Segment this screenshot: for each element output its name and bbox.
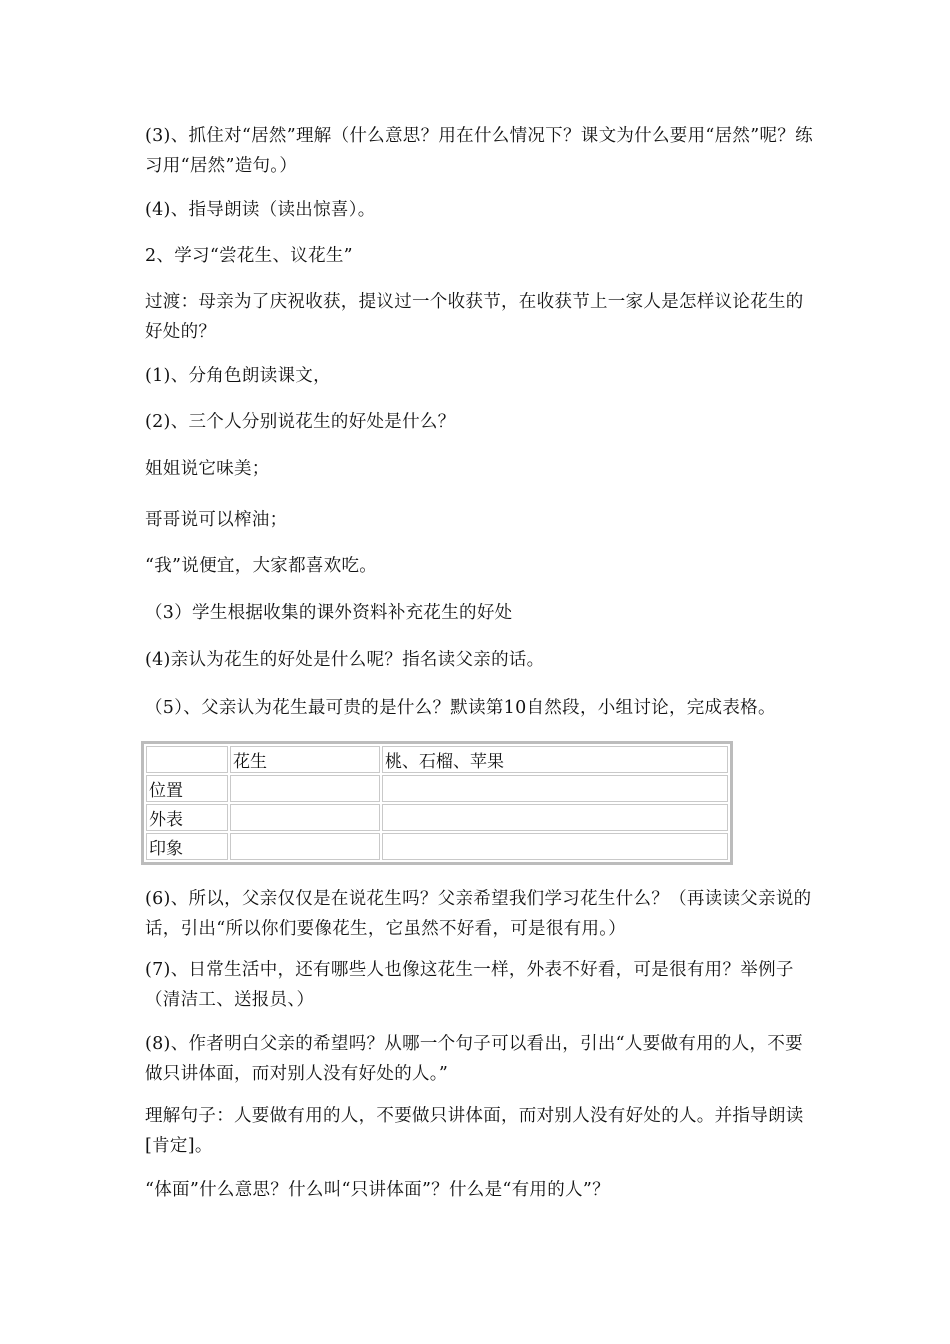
table-cell bbox=[382, 775, 728, 802]
table-row-label: 印象 bbox=[146, 833, 228, 860]
paragraph-role-reading: (1)、分角色朗读课文， bbox=[145, 366, 331, 386]
table-header-cell: 桃、石榴、苹果 bbox=[382, 746, 728, 773]
paragraph-transition: 过渡：母亲为了庆祝收获，提议过一个收获节，在收获节上一家人是怎样议论花生的好处的？ bbox=[145, 292, 804, 342]
table-cell bbox=[230, 804, 380, 831]
paragraph-me: “我”说便宜，大家都喜欢吃。 bbox=[145, 556, 378, 576]
paragraph-juran: (3)、抓住对“居然”理解（什么意思？用在什么情况下？课文为什么要用“居然”呢？练习用“居然”造句。） bbox=[145, 126, 813, 176]
table-header-cell bbox=[146, 746, 228, 773]
paragraph-brother: 哥哥说可以榨油； bbox=[145, 510, 288, 530]
table-cell bbox=[382, 833, 728, 860]
paragraph-author-understand: (8)、作者明白父亲的希望吗？从哪一个句子可以看出，引出“人要做有用的人，不要做只讲体面，而对别人没有好处的人。” bbox=[145, 1034, 803, 1084]
comparison-table bbox=[141, 741, 733, 865]
paragraph-father-view: (4)亲认为花生的好处是什么呢？指名读父亲的话。 bbox=[145, 650, 545, 670]
table-row bbox=[146, 804, 728, 831]
paragraph-father-hope: (6)、所以，父亲仅仅是在说花生吗？父亲希望我们学习花生什么？（再读读父亲说的话，引出“所以你们要像花生，它虽然不好看，可是很有用。） bbox=[145, 889, 812, 939]
table-row bbox=[146, 833, 728, 860]
paragraph-three-people: (2)、三个人分别说花生的好处是什么？ bbox=[145, 412, 456, 432]
paragraph-supplement: （3）学生根据收集的课外资料补充花生的好处 bbox=[145, 603, 513, 623]
paragraph-guide-reading: (4)、指导朗读（读出惊喜）。 bbox=[145, 200, 376, 220]
table-header-row bbox=[146, 746, 728, 773]
section-heading-taste-peanut: 2、学习“尝花生、议花生” bbox=[145, 246, 353, 266]
table-header-cell: 花生 bbox=[230, 746, 380, 773]
paragraph-most-valuable: （5）、父亲认为花生最可贵的是什么？默读第10自然段，小组讨论，完成表格。 bbox=[145, 698, 776, 718]
paragraph-daily-life: (7)、日常生活中，还有哪些人也像这花生一样，外表不好看，可是很有用？举例子（清洁工、送报员、） bbox=[145, 960, 794, 1010]
table-row-label: 外表 bbox=[146, 804, 228, 831]
paragraph-sister: 姐姐说它味美； bbox=[145, 459, 270, 479]
table-row bbox=[146, 775, 728, 802]
table-cell bbox=[382, 804, 728, 831]
table-cell bbox=[230, 775, 380, 802]
table-cell bbox=[230, 833, 380, 860]
table-row-label: 位置 bbox=[146, 775, 228, 802]
paragraph-ti-mian: “体面”什么意思？什么叫“只讲体面”？什么是“有用的人”？ bbox=[145, 1180, 610, 1200]
paragraph-understand-sentence: 理解句子：人要做有用的人，不要做只讲体面，而对别人没有好处的人。并指导朗读[肯定]。 bbox=[145, 1106, 804, 1156]
